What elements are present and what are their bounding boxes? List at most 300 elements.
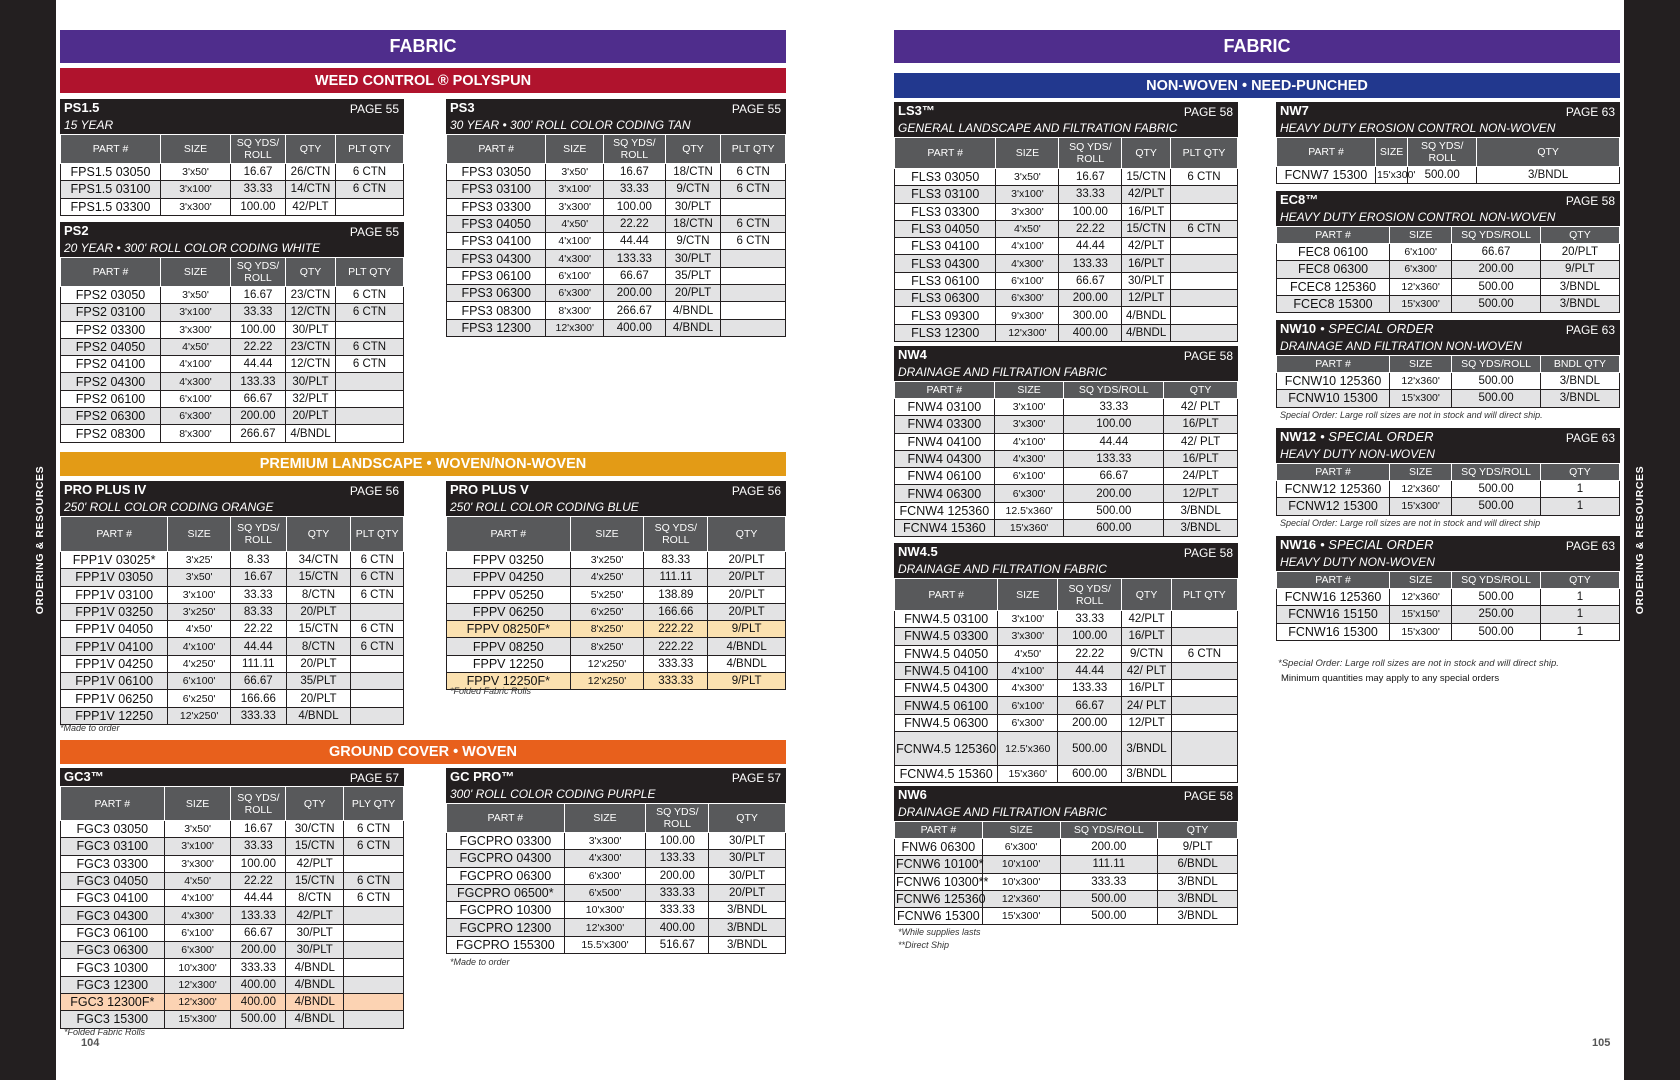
table-cell: 3'x100' (161, 304, 231, 321)
nw45-header (894, 543, 1238, 578)
part-number-cell: FNW4.5 04100 (895, 662, 998, 679)
table-cell: 4'x300' (996, 255, 1059, 272)
table-cell: 42/ PLT (1164, 399, 1238, 416)
part-number-cell: FCNW10 125360 (1277, 373, 1390, 390)
table-row (447, 621, 786, 638)
table-row (61, 408, 404, 425)
nw4-col-header: SQ YDS/ROLL (1064, 382, 1164, 399)
table-cell: 400.00 (231, 993, 286, 1010)
table-row (61, 855, 404, 872)
table-cell: 42/ PLT (1164, 433, 1238, 450)
table-cell: 6 CTN (335, 181, 403, 198)
nw12-table (1276, 463, 1620, 516)
nw4-name: NW4 (898, 347, 927, 362)
product-nw12 (1276, 428, 1620, 516)
table-cell: 15/CTN (1122, 169, 1171, 186)
table-cell: 10'x100' (982, 856, 1060, 873)
table-row (61, 1011, 404, 1028)
nw12-header (1276, 428, 1620, 463)
table-cell (1171, 662, 1237, 679)
ps2-page-ref: PAGE 55 (349, 225, 399, 239)
ps2-subtitle: 20 YEAR • 300' ROLL COLOR CODING WHITE (64, 241, 321, 255)
nw6-subtitle: DRAINAGE AND FILTRATION FABRIC (898, 805, 1107, 819)
table-cell: 6 CTN (721, 215, 786, 232)
table-cell: 20/PLT (286, 655, 351, 672)
table-cell: 12'x250' (570, 655, 644, 672)
ps3-subtitle: 30 YEAR • 300' ROLL COLOR CODING TAN (450, 118, 691, 132)
table-row (61, 872, 404, 889)
table-cell (335, 198, 403, 215)
table-cell: 35/PLT (286, 673, 351, 690)
ps15-name: PS1.5 (64, 100, 100, 115)
table-cell: 6 CTN (351, 569, 404, 586)
table-row (447, 250, 786, 267)
table-cell: 3/BNDL (709, 902, 786, 919)
table-row (447, 198, 786, 215)
table-row (895, 290, 1238, 307)
table-cell: 66.67 (1058, 697, 1122, 714)
table-cell (351, 603, 404, 620)
table-cell: 3/BNDL (1164, 520, 1238, 537)
ps3-table (446, 134, 786, 337)
ps15-header (60, 99, 404, 134)
table-cell: 6'x300' (994, 485, 1064, 502)
part-number-cell: FPP1V 04100 (61, 638, 168, 655)
table-cell: 6'x300' (546, 285, 604, 302)
ps2-col-header: PLT QTY (335, 258, 403, 287)
table-cell: 15'x300' (1390, 623, 1452, 640)
nw45-col-header: SIZE (998, 579, 1058, 611)
table-row (1277, 167, 1620, 184)
part-number-cell: FNW6 06300 (895, 839, 983, 856)
part-number-cell: FEC8 06100 (1277, 244, 1390, 261)
table-cell: 6 CTN (344, 890, 404, 907)
table-row (447, 569, 786, 586)
part-number-cell: FPP1V 12250 (61, 707, 168, 724)
table-cell (721, 198, 786, 215)
table-row (895, 502, 1238, 519)
table-cell: 4'x50' (168, 621, 231, 638)
table-cell: 8/CTN (286, 638, 351, 655)
ec8-col-header: PART # (1277, 227, 1390, 244)
part-number-cell: FPS3 03100 (447, 181, 546, 198)
table-cell: 4/BNDL (286, 959, 344, 976)
table-row (61, 356, 404, 373)
table-row (447, 884, 786, 901)
table-cell: 83.33 (230, 603, 286, 620)
table-cell: 6 CTN (1170, 220, 1237, 237)
table-row (1277, 278, 1620, 295)
table-cell: 33.33 (231, 304, 286, 321)
part-number-cell: FGC3 04050 (61, 872, 165, 889)
table-cell: 12'x360' (1390, 481, 1452, 498)
nw16-col-header: SIZE (1390, 572, 1452, 589)
pp5-table (446, 516, 786, 690)
table-cell: 3'x250' (168, 603, 231, 620)
part-number-cell: FNW4.5 03100 (895, 611, 998, 628)
nw12-page-ref: PAGE 63 (1565, 431, 1615, 445)
table-cell: 42/PLT (1122, 238, 1171, 255)
nw7-col-header: PART # (1277, 138, 1376, 167)
table-cell: 24/ PLT (1122, 697, 1172, 714)
table-cell: 10'x300' (982, 873, 1060, 890)
table-cell: 33.33 (1059, 186, 1122, 203)
table-cell: 3/BNDL (1540, 278, 1619, 295)
right-side-bar (1624, 0, 1680, 1080)
part-number-cell: FPP1V 03250 (61, 603, 168, 620)
part-number-cell: FGCPRO 155300 (447, 936, 565, 953)
table-cell: 500.00 (1058, 732, 1122, 766)
table-cell: 26/CTN (285, 164, 335, 181)
table-cell (721, 250, 786, 267)
table-cell: 18/CTN (665, 164, 721, 181)
part-number-cell: FCNW4.5 15360 (895, 766, 998, 783)
table-cell: 12.5'x360 (998, 732, 1058, 766)
table-row (895, 468, 1238, 485)
left-side-bar (0, 0, 56, 1080)
table-cell: 500.00 (1452, 498, 1541, 515)
table-cell (335, 390, 403, 407)
table-cell: 3'x250' (570, 552, 644, 569)
part-number-cell: FNW4 03300 (895, 416, 995, 433)
table-cell: 100.00 (231, 321, 286, 338)
table-row (895, 307, 1238, 324)
nw45-col-header: PART # (895, 579, 998, 611)
table-cell: 3/BNDL (1540, 390, 1619, 407)
table-cell: 33.33 (604, 181, 666, 198)
nw4-col-header: QTY (1164, 382, 1238, 399)
table-cell: 200.00 (1060, 839, 1158, 856)
table-row (895, 220, 1238, 237)
table-cell: 4/BNDL (1122, 324, 1171, 341)
ec8-table (1276, 226, 1620, 313)
table-row (61, 164, 404, 181)
part-number-cell: FNW4 06100 (895, 468, 995, 485)
table-cell: 42/PLT (285, 198, 335, 215)
table-cell: 3'x100' (998, 611, 1058, 628)
table-row (1277, 261, 1620, 278)
ls3-col-header: PLT QTY (1170, 138, 1237, 169)
ps3-header (446, 99, 786, 134)
table-cell: 9/PLT (708, 621, 786, 638)
table-cell: 133.33 (231, 907, 286, 924)
table-cell: 4'x250' (168, 655, 231, 672)
gcpro-table (446, 803, 786, 954)
table-cell: 6'x500' (564, 884, 646, 901)
table-row (1277, 390, 1620, 407)
table-cell: 10'x300' (564, 902, 646, 919)
table-cell: 333.33 (230, 707, 286, 724)
table-cell (721, 302, 786, 319)
table-cell: 6'x300' (164, 942, 231, 959)
table-row (447, 936, 786, 953)
pp4-subtitle: 250' ROLL COLOR CODING ORANGE (64, 500, 274, 514)
table-row (447, 867, 786, 884)
table-cell (344, 942, 404, 959)
table-cell: 23/CTN (285, 338, 335, 355)
table-cell: 12'x300' (996, 324, 1059, 341)
table-cell: 3'x50' (996, 169, 1059, 186)
table-cell: 3'x25' (168, 552, 231, 569)
table-cell: 6'x300' (998, 714, 1058, 731)
table-cell: 6'x100' (546, 267, 604, 284)
table-row (1277, 481, 1620, 498)
table-row (447, 586, 786, 603)
table-cell: 3'x300' (998, 628, 1058, 645)
table-cell: 333.33 (644, 655, 708, 672)
table-cell: 6'x250' (168, 690, 231, 707)
table-cell: 3/BNDL (1540, 373, 1619, 390)
pro-plus-iv-note: *Made to order (60, 723, 120, 733)
gcpro-header (446, 768, 786, 803)
table-cell: 3'x300' (161, 321, 231, 338)
table-cell: 24/PLT (1164, 468, 1238, 485)
ps3-col-header: PLT QTY (721, 135, 786, 164)
table-row (895, 433, 1238, 450)
pp4-table (60, 516, 404, 725)
nw45-table (894, 578, 1238, 783)
part-number-cell: FCNW16 15150 (1277, 606, 1390, 623)
table-row (61, 690, 404, 707)
product-gc-pro (446, 768, 786, 954)
weed-control-banner: WEED CONTROL ® POLYSPUN (60, 68, 786, 93)
table-row (895, 238, 1238, 255)
table-cell: 15/CTN (286, 838, 344, 855)
gcpro-col-header: PART # (447, 804, 565, 833)
table-cell: 500.00 (231, 1011, 286, 1028)
table-cell: 133.33 (1058, 680, 1122, 697)
table-cell: 44.44 (231, 890, 286, 907)
table-cell: 200.00 (231, 408, 286, 425)
table-cell (335, 321, 403, 338)
nw10-special-order: • SPECIAL ORDER (1320, 321, 1434, 336)
part-number-cell: FPS3 08300 (447, 302, 546, 319)
table-cell: 4'x300' (564, 850, 646, 867)
part-number-cell: FGC3 06100 (61, 924, 165, 941)
table-row (1277, 498, 1620, 515)
part-number-cell: FPPV 08250 (447, 638, 571, 655)
table-cell: 3'x300' (164, 855, 231, 872)
table-cell: 6 CTN (721, 233, 786, 250)
part-number-cell: FLS3 06300 (895, 290, 996, 307)
table-cell: 4'x50' (164, 872, 231, 889)
table-cell: 30/CTN (286, 821, 344, 838)
table-row (1277, 589, 1620, 606)
table-cell: 4/BNDL (708, 655, 786, 672)
left-fabric-banner: FABRIC (60, 30, 786, 63)
table-cell: 400.00 (604, 319, 666, 336)
table-row (895, 203, 1238, 220)
part-number-cell: FCNW7 15300 (1277, 167, 1376, 184)
table-row (447, 638, 786, 655)
table-cell: 12'x360' (982, 890, 1060, 907)
part-number-cell: FCNW12 15300 (1277, 498, 1390, 515)
part-number-cell: FPS3 03050 (447, 164, 546, 181)
table-cell: 66.67 (1059, 272, 1122, 289)
table-cell: 133.33 (646, 850, 709, 867)
part-number-cell: FPP1V 03025* (61, 552, 168, 569)
part-number-cell: FNW4 03100 (895, 399, 995, 416)
table-cell: 20/PLT (708, 586, 786, 603)
pp4-col-header: PART # (61, 517, 168, 552)
table-cell: 3'x300' (996, 203, 1059, 220)
nw4-table (894, 381, 1238, 537)
table-cell: 100.00 (231, 198, 286, 215)
table-cell: 1 (1540, 589, 1619, 606)
table-cell: 166.66 (230, 690, 286, 707)
table-row (61, 959, 404, 976)
nw10-page-ref: PAGE 63 (1565, 323, 1615, 337)
table-cell: 10'x300' (164, 959, 231, 976)
nw12-col-header: SQ YDS/ROLL (1452, 464, 1541, 481)
table-row (61, 838, 404, 855)
table-cell: 42/ PLT (1122, 662, 1172, 679)
table-cell (344, 976, 404, 993)
nw7-col-header: QTY (1477, 138, 1620, 167)
pp5-header (446, 481, 786, 516)
table-cell: 4/BNDL (286, 993, 344, 1010)
table-row (61, 638, 404, 655)
nw6-col-header: SIZE (982, 822, 1060, 839)
table-cell: 200.00 (604, 285, 666, 302)
table-cell (1170, 324, 1237, 341)
table-row (895, 611, 1238, 628)
table-cell: 1 (1540, 481, 1619, 498)
part-number-cell: FNW4.5 04300 (895, 680, 998, 697)
table-cell: 1 (1540, 606, 1619, 623)
part-number-cell: FGC3 12300 (61, 976, 165, 993)
table-cell: 266.67 (604, 302, 666, 319)
table-row (61, 198, 404, 215)
table-cell: 16.67 (231, 821, 286, 838)
special-order-note: *Special Order: Large roll sizes are not in stock and will direct ship. (1278, 658, 1559, 669)
table-cell: 33.33 (1058, 611, 1122, 628)
table-cell: 9/PLT (1158, 839, 1238, 856)
table-cell (721, 267, 786, 284)
table-cell: 44.44 (231, 356, 286, 373)
table-cell: 266.67 (231, 425, 286, 442)
nw7-table (1276, 137, 1620, 184)
part-number-cell: FPP1V 06100 (61, 673, 168, 690)
table-cell: 16/PLT (1122, 680, 1172, 697)
part-number-cell: FNW4 06300 (895, 485, 995, 502)
ps3-col-header: SQ YDS/ ROLL (604, 135, 666, 164)
table-row (447, 552, 786, 569)
table-cell: 15'x360' (998, 766, 1058, 783)
table-cell: 22.22 (230, 621, 286, 638)
table-cell: 8'x250' (570, 638, 644, 655)
nw7-page-ref: PAGE 63 (1565, 105, 1615, 119)
table-row (895, 856, 1238, 873)
table-cell: 6 CTN (351, 552, 404, 569)
product-nw7 (1276, 102, 1620, 184)
table-cell: 6 CTN (351, 586, 404, 603)
ps15-col-header: PLT QTY (335, 135, 403, 164)
table-row (61, 655, 404, 672)
ps15-col-header: SIZE (161, 135, 231, 164)
table-cell: 3'x100' (164, 838, 231, 855)
table-cell: 12'x360' (1390, 589, 1452, 606)
product-nw45 (894, 543, 1238, 783)
part-number-cell: FLS3 04100 (895, 238, 996, 255)
part-number-cell: FNW4.5 03300 (895, 628, 998, 645)
table-cell: 500.00 (1452, 295, 1541, 312)
ps15-col-header: QTY (285, 135, 335, 164)
pp5-subtitle: 250' ROLL COLOR CODING BLUE (450, 500, 639, 514)
table-cell (335, 408, 403, 425)
table-cell: 500.00 (1452, 373, 1541, 390)
ps3-col-header: PART # (447, 135, 546, 164)
ps15-table (60, 134, 404, 216)
table-cell: 15'x300' (1375, 167, 1407, 184)
table-cell (1170, 255, 1237, 272)
nw45-col-header: QTY (1122, 579, 1172, 611)
part-number-cell: FPS2 04050 (61, 338, 161, 355)
table-row (61, 390, 404, 407)
table-cell: 3'x50' (168, 569, 231, 586)
product-nw16 (1276, 536, 1620, 641)
table-row (895, 766, 1238, 783)
table-cell: 3'x300' (546, 198, 604, 215)
table-cell: 16/PLT (1122, 203, 1171, 220)
ec8-subtitle: HEAVY DUTY EROSION CONTROL NON-WOVEN (1280, 210, 1556, 224)
table-cell: 22.22 (231, 338, 286, 355)
nw16-col-header: QTY (1540, 572, 1619, 589)
table-cell: 3'x50' (161, 287, 231, 304)
table-cell: 100.00 (1058, 628, 1122, 645)
table-cell: 30/PLT (285, 373, 335, 390)
table-row (447, 850, 786, 867)
table-cell: 30/PLT (1122, 272, 1171, 289)
ls3-header (894, 102, 1238, 137)
table-cell: 4'x250' (570, 569, 644, 586)
nw16-col-header: PART # (1277, 572, 1390, 589)
product-pro-plus-iv (60, 481, 404, 725)
nw4-col-header: PART # (895, 382, 995, 399)
table-cell (721, 319, 786, 336)
table-row (447, 233, 786, 250)
table-row (895, 908, 1238, 925)
right-side-label: ORDERING & RESOURCES (1634, 465, 1646, 615)
part-number-cell: FCNW4.5 125360 (895, 732, 998, 766)
part-number-cell: FNW4.5 04050 (895, 645, 998, 662)
table-cell: 4/BNDL (1122, 307, 1171, 324)
nw7-name: NW7 (1280, 103, 1309, 118)
right-fabric-banner: FABRIC (894, 30, 1620, 63)
table-cell: 14/CTN (285, 181, 335, 198)
nw45-col-header: PLT QTY (1171, 579, 1237, 611)
table-row (1277, 623, 1620, 640)
part-number-cell: FGC3 04300 (61, 907, 165, 924)
ps2-col-header: SQ YDS/ ROLL (231, 258, 286, 287)
ps3-page-ref: PAGE 55 (731, 102, 781, 116)
table-cell: 12'x300' (164, 976, 231, 993)
table-cell: 500.00 (1452, 481, 1541, 498)
part-number-cell: FGCPRO 04300 (447, 850, 565, 867)
gcpro-col-header: SIZE (564, 804, 646, 833)
table-cell: 30/PLT (709, 850, 786, 867)
table-cell: 111.11 (1060, 856, 1158, 873)
table-row (895, 697, 1238, 714)
table-cell: 16/PLT (1164, 416, 1238, 433)
table-cell: 20/PLT (665, 285, 721, 302)
ls3-col-header: QTY (1122, 138, 1171, 169)
part-number-cell: FGCPRO 10300 (447, 902, 565, 919)
table-cell: 3'x300' (994, 416, 1064, 433)
table-cell: 4'x50' (161, 338, 231, 355)
table-cell: 6 CTN (335, 164, 403, 181)
table-cell: 6 CTN (335, 338, 403, 355)
